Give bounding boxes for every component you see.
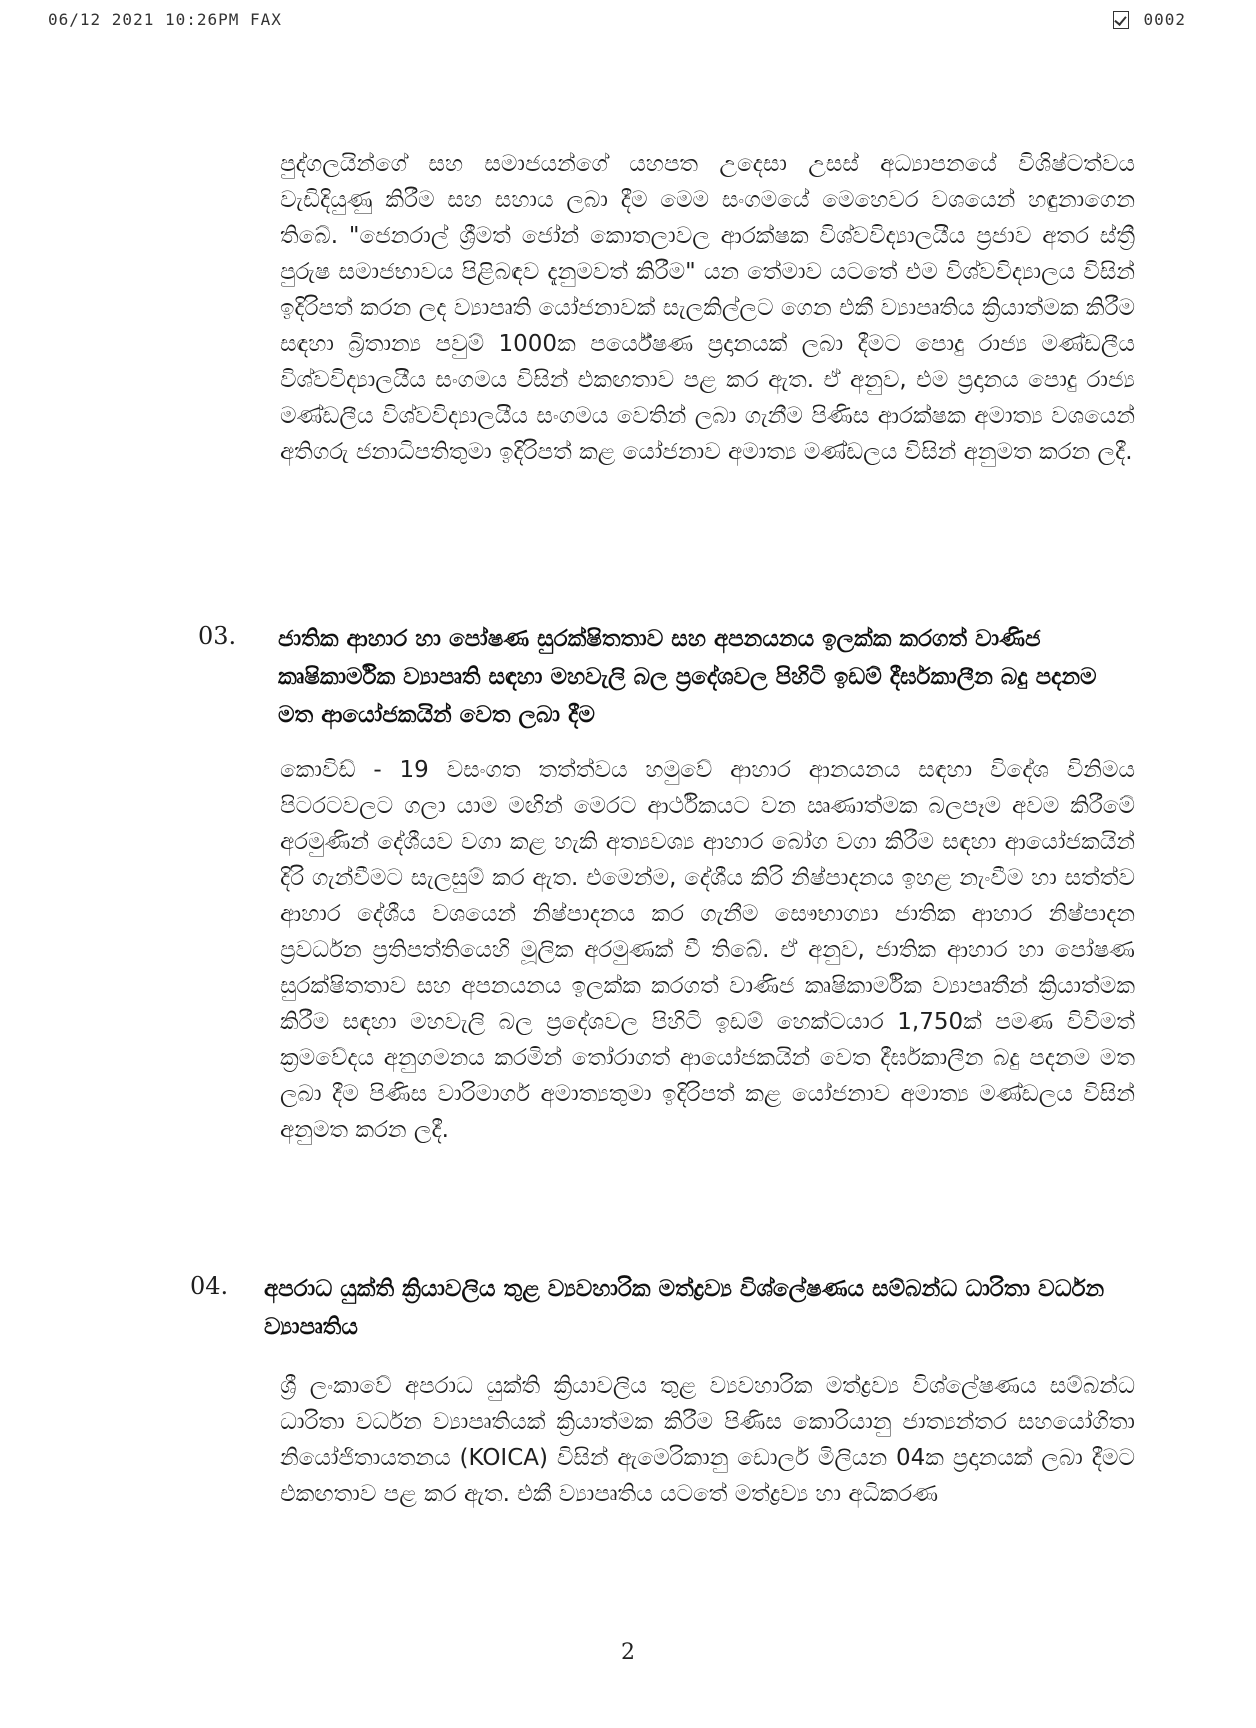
- page-number: 2: [621, 1640, 635, 1665]
- fax-page-code-text: 0002: [1143, 10, 1186, 29]
- fax-timestamp: 06/12 2021 10:26PM FAX: [48, 10, 282, 29]
- item-03-body: කොවිඩ් - 19 වසංගත තත්ත්වය හමුවේ ආහාර ආනයනය සඳහා විදේශ විනිමය පිටරටවලට ගලා යාම මඟින් මෙරට ආර්ථිකයට වන ඍණාත්මක බලපෑම අවම කිරීමේ අරමුණින් දේශීයව වගා කළ හැකි අත්‍යවශ්‍ය ආහාර බෝග වගා කිරීම සඳහා ආයෝජකයින් දිරි ගැන්වීමට සැලසුම් කර ඇත. එමෙන්ම, දේශීය කිරි නිෂ්පාදනය ඉහළ නැංවීම හා සත්ත්ව ආහාර දේශීය වශයෙන් නිෂ්පාදනය කර ගැනීම සෞභාග්‍යා ජාතික ආහාර නිෂ්පාදන ප්‍රවර්ධන ප්‍රතිපත්තියෙහි මූලික අරමුණක් වී තිබේ. ඒ අනුව, ජාතික ආහාර හා පෝෂණ සුරක්ෂිතතාව සහ අපනයනය ඉලක්ක කරගත් වාණිජ කෘෂිකාර්මික ව්‍යාපෘතීන් ක්‍රියාත්මක කිරීම සඳහා මහවැලි බල ප්‍රදේශවල පිහිටි ඉඩම් හෙක්ටයාර 1,750ක් පමණ විවිමත් ක්‍රමවේදය අනුගමනය කරමින් තෝරාගත් ආයෝජකයින් වෙත දීර්ඝකාලීන බදු පදනම මත ලබා දීම පිණිස වාරිමාර්ග අමාත්‍යතුමා ඉදිරිපත් කළ යෝජනාව අමාත්‍ය මණ්ඩලය විසින් අනුමත කරන ලදී.: [280, 757, 1135, 1143]
- item-04-body: ශ්‍රී ලංකාවේ අපරාධ යුක්ති ක්‍රියාවලිය තුළ ව්‍යවහාරික මත්ද්‍රව්‍ය විශ්ලේෂණය සම්බන්ධ ධාරිතා වර්ධන ව්‍යාපෘතියක් ක්‍රියාත්මක කිරීම පිණිස කොරියානු ජාත්‍යන්තර සහයෝගිතා නියෝජිතායතනය (KOICA) විසින් ඇමෙරිකානු ඩොලර් මිලියන 04ක ප්‍රදානයක් ලබා දීමට එකඟතාව පළ කර ඇත. එකී ව්‍යාපෘතිය යටතේ මත්ද්‍රව්‍ය හා අධිකරණ: [280, 1373, 1135, 1507]
- fax-header: [48, 10, 1186, 40]
- intro-paragraph: පුද්ගලයින්ගේ සහ සමාජයන්ගේ යහපත උදෙසා උසස් අධ්‍යාපනයේ විශිෂ්ටත්වය වැඩිදියුණු කිරීම සහ සහාය ලබා දීම මෙම සංගමයේ මෙහෙවර වශයෙන් හඳුනාගෙන තිබේ. "ජෙනරාල් ශ්‍රීමත් ජෝන් කොතලාවල ආරක්ෂක විශ්වවිද්‍යාලයීය ප්‍රජාව අතර ස්ත්‍රී පුරුෂ සමාජභාවය පිළිබඳව දැනුමවත් කිරීම" යන තේමාව යටතේ එම විශ්වවිද්‍යාලය විසින් ඉදිරිපත් කරන ලද ව්‍යාපෘති යෝජනාවක් සැලකිල්ලට ගෙන එකී ව්‍යාපෘතිය ක්‍රියාත්මක කිරීම සඳහා බ්‍රිතාන්‍ය පවුම් 1000ක පර්යේෂණ ප්‍රදානයක් ලබා දීමට පොදු රාජ්‍ය මණ්ඩලීය විශ්වවිද්‍යාලයීය සංගමය විසින් එකඟතාව පළ කර ඇත. ඒ අනුව, එම ප්‍රදානය පොදු රාජ්‍ය මණ්ඩලීය විශ්වවිද්‍යාලයීය සංගමය වෙතින් ලබා ගැනීම පිණිස ආරක්ෂක අමාත්‍ය වශයෙන් අතිගරු ජනාධිපතිතුමා ඉදිරිපත් කළ යෝජනාව අමාත්‍ය මණ්ඩලය විසින් අනුමත කරන ලදී.: [280, 151, 1135, 465]
- item-03-number: 03.: [198, 622, 237, 650]
- item-04-number: 04.: [190, 1272, 229, 1300]
- checked-box-icon: [1113, 11, 1129, 29]
- item-04-heading: අපරාධ යුක්ති ක්‍රියාවලිය තුළ ව්‍යවහාරික මත්ද්‍රව්‍ය විශ්ලේෂණය සම්බන්ධ ධාරිතා වර්ධන ව්‍යාපෘතිය: [264, 1276, 1105, 1340]
- fax-page-code: [1113, 10, 1186, 29]
- item-03-heading: ජාතික ආහාර හා පෝෂණ සුරක්ෂිතතාව සහ අපනයනය ඉලක්ක කරගත් වාණිජ කෘෂිකාර්මික ව්‍යාපෘති සඳහා මහවැලි බල ප්‍රදේශවල පිහිටි ඉඩම් දීර්ඝකාලීන බදු පදනම මත ආයෝජකයින් වෙත ලබා දීම: [278, 626, 1097, 728]
